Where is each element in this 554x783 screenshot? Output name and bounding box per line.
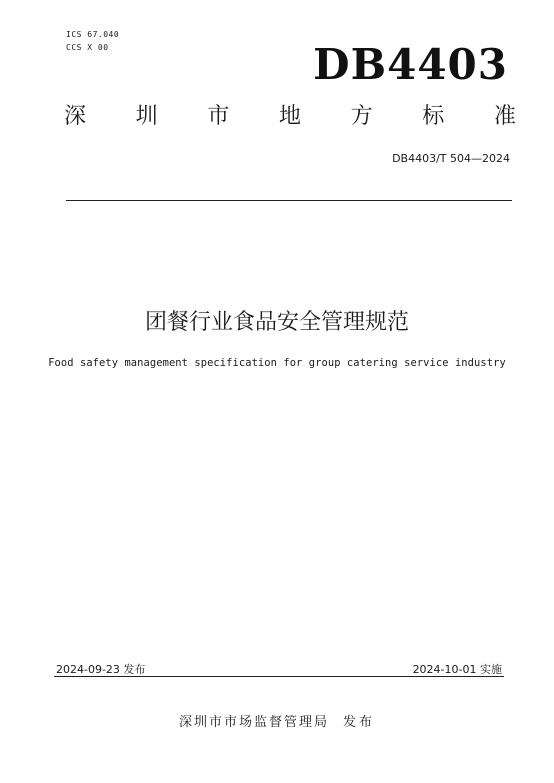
issuer-name: 深圳市市场监督管理局 (178, 715, 329, 730)
standard-type-heading (64, 106, 516, 128)
issue-date: 2024-09-23 发布 (56, 663, 146, 676)
standard-type-char: 市 (207, 104, 230, 129)
standard-number: DB4403/T 504—2024 (392, 152, 510, 165)
standard-type-char: 方 (350, 104, 373, 129)
header-divider (66, 200, 512, 201)
standard-type-char: 地 (278, 104, 301, 129)
issuer-action: 发布 (343, 715, 376, 730)
ics-code: ICS 67.040 (66, 30, 120, 39)
standard-type-char: 准 (493, 104, 516, 129)
standard-type-char: 深 (64, 104, 87, 129)
standard-type-char: 标 (422, 104, 445, 129)
standard-type-char: 圳 (135, 104, 158, 129)
ccs-code: CCS X 00 (66, 43, 109, 52)
document-title-english: Food safety management specification for group catering service industry (48, 357, 506, 369)
implementation-date: 2024-10-01 实施 (412, 663, 502, 676)
document-title-chinese: 团餐行业食品安全管理规范 (144, 310, 409, 335)
standard-logo: DB4403 (313, 40, 508, 89)
issuer-line (0, 711, 554, 730)
footer-divider (54, 676, 504, 677)
